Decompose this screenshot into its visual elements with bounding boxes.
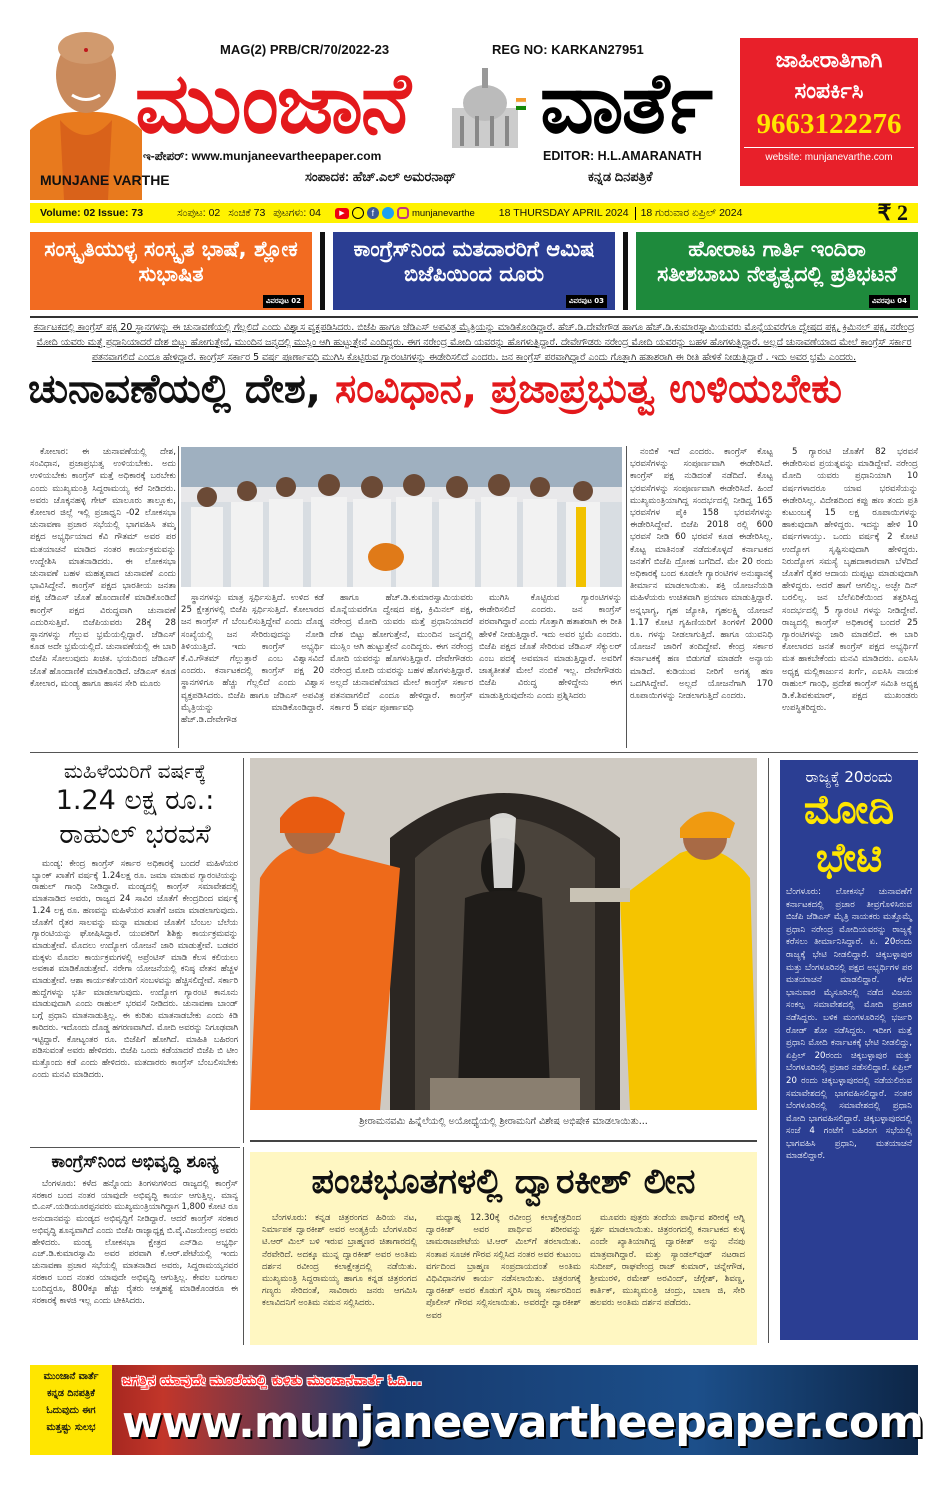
epaper-url[interactable]: ಇ-ಪೇಪರ್: www.munjaneevartheepaper.com <box>143 149 382 163</box>
congress-zero-story <box>30 1150 240 1343</box>
modi-kicker: ರಾಜ್ಯಕ್ಕೆ 20ರಂದು <box>805 768 893 786</box>
congress-zero-headline: ಕಾಂಗ್ರೆಸ್‌ನಿಂದ ಅಭಿವೃದ್ಧಿ ಶೂನ್ಯ <box>51 1152 219 1172</box>
column-rule <box>626 446 627 748</box>
page-ref-tag: ವಿವರಪುಟ 02 <box>263 295 304 308</box>
registration-number: REG NO: KARKAN27951 <box>492 42 644 57</box>
rahul-headline <box>30 758 240 852</box>
masthead-title-part2: ವಾರ್ತೆ <box>540 54 711 152</box>
epaper-promo-banner[interactable] <box>30 1365 924 1455</box>
teaser-title: ಸಂಸ್ಕೃತಿಯುಳ್ಳ ಸಂಸ್ಕೃತ ಭಾಷೆ, ಶ್ಲೋಕ ಸುಭಾಷಿತ <box>44 237 298 286</box>
lead-column-1: ಕೋಲಾರ: ಈ ಚುನಾವಣೆಯಲ್ಲಿ ದೇಶ, ಸಂವಿಧಾನ, ಪ್ರಜಾಪ್ರಭುತ್ವ ಉಳಿಯಬೇಕು. ಅದು ಉಳಿಯಬೇಕು ಕಾಂಗ್ರೆಸ್ ಮತ್ತೆ ಅಧಿಕಾರಕ್ಕೆ ಬರಬೇಕು ಎಂದು ಮುಖ್ಯಮಂತ್ರಿ ಸಿದ್ದರಾಮಯ್ಯ ಕರೆ ನೀಡಿದರು. ಅವರು ಚೊಕ್ಕನಹಳ್ಳಿ ಗೇಟ್ ಮಾಲೂರು ತಾಲ್ಲೂಕು, ಕೋಲಾರ ಜಿಲ್ಲೆ ಇಲ್ಲಿ ಪ್ರಜಾಧ್ವನಿ -02 ಲೋಕಸಭಾ ಚುನಾವಣಾ ಪ್ರಚಾರ ಸಭೆಯಲ್ಲಿ ಭಾಗವಹಿಸಿ ತಮ್ಮ ಪಕ್ಷದ ಅಭ್ಯರ್ಥಿಯಾದ ಕೆವಿ ಗೌತಮ್ ಅವರ ಪರ ಮತಯಾಚನೆ ಮಾಡಿದ ನಂತರ ಕಾರ್ಯಕ್ರಮವನ್ನು ಉದ್ದೇಶಿಸಿ ಮಾತನಾಡಿದರು. ಈ ಲೋಕಸಭಾ ಚುನಾವಣೆ ಬಹಳ ಮಹತ್ವವಾದ ಚುನಾವಣೆ ಎಂದು ಭಾವಿಸಿದ್ದೇನೆ. ಕಾಂಗ್ರೆಸ್ ಪಕ್ಷದ ಭಾರತೀಯ ಜನತಾ ಪಕ್ಷ ಜೆಡಿಎಸ್ ಜೊತೆ ಹೊಂದಾಣಿಕೆ ಮಾಡಿಕೊಂಡಿದೆ ಕಾಂಗ್ರೆಸ್ ಪಕ್ಷದ ವಿರುದ್ಧವಾಗಿ ಚುನಾವಣೆ ಎದುರಿಸುತ್ತಿವೆ. ಬಿಜೆಪಿಯವರು 28ಕ್ಕೆ 28 ಸ್ಥಾನಗಳನ್ನು ಗೆಲ್ಲುವ ಭ್ರಮೆಯಲ್ಲಿದ್ದಾರೆ. ಜೆಡಿಎಸ್ ಕೂಡ ಅದೇ ಭ್ರಮೆಯಲ್ಲಿದೆ. ಚುನಾವಣೆಯಲ್ಲಿ ಈ ಬಾರಿ ಬಿಜೆಪಿ ಸೋಲುವುದು ಖಚಿತ. ಭಯದಿಂದ ಜೆಡಿಎಸ್ ಜೊತೆ ಹೊಂದಾಣಿಕೆ ಮಾಡಿಕೊಂಡಿದೆ. ಜೆಡಿಎಸ್ ಕೂಡ ಕೋಲಾರ, ಮಂಡ್ಯ ಹಾಗೂ ಹಾಸನ ಸೇರಿ ಮೂರು <box>30 447 176 689</box>
editor-english: EDITOR: H.L.AMARANATH <box>543 149 702 163</box>
column-rule <box>243 1147 244 1345</box>
dwarakish-column-2: ಮಧ್ಯಾಹ್ನ 12.30ಕ್ಕೆ ರವೀಂದ್ರ ಕಲಾಕ್ಷೇತ್ರದಿಂದ ದ್ವಾರಕೀಶ್ ಅವರ ಪಾರ್ಥಿವ ಶರೀರವನ್ನು ಚಾಮರಾಜಪೇಟೆಯ ಟಿ.ಆರ್ ಮಿಲ್‌ಗೆ ತರಲಾಯಿತು. ಸಂತಾಪ ಸೂಚಕ ಗೌರವ ಸಲ್ಲಿಸಿದ ನಂತರ ಅವರ ಕುಟುಂಬ ವರ್ಗದಿಂದ ಬ್ರಾಹ್ಮಣ ಸಂಪ್ರದಾಯದಂತೆ ಅಂತಿಮ ವಿಧಿವಿಧಾನಗಳ ಕಾರ್ಯ ನಡೆಸಲಾಯಿತು. ಚಿತ್ರರಂಗಕ್ಕೆ ದ್ವಾರಕೀಶ್ ಅವರ ಕೊಡುಗೆ ಸ್ಮರಿಸಿ ರಾಜ್ಯ ಸರ್ಕಾರದಿಂದ ಪೊಲೀಸ್ ಗೌರವ ಸಲ್ಲಿಸಲಾಯಿತು. ಅವರದ್ದೇ ದ್ವಾರಕೀಶ್ ಅವರ <box>426 1213 581 1321</box>
paper-type: ಕನ್ನಡ ದಿನಪತ್ರಿಕೆ <box>588 169 653 184</box>
social-handle[interactable]: munjanevarthe <box>411 207 475 219</box>
volume-issue: Volume: 02 Issue: 73 <box>40 207 144 219</box>
teaser-sanskrit[interactable] <box>30 232 312 310</box>
photo-caption: ಶ್ರೀರಾಮನವಮಿ ಹಿನ್ನೆಲೆಯಲ್ಲಿ ಅಯೋಧ್ಯೆಯಲ್ಲಿ ಶ್ರೀರಾಮನಿಗೆ ವಿಶೇಷ ಅಭಿಷೇಕ ಮಾಡಲಾಯಿತು... <box>359 1116 648 1127</box>
rally-group-photo <box>181 447 622 587</box>
modi-body: ಬೆಂಗಳೂರು: ಲೋಕಸಭೆ ಚುನಾವಣೆಗೆ ಕರ್ನಾಟಕದಲ್ಲಿ ಪ್ರಚಾರ ತೀವ್ರಗೊಳಿಸಿರುವ ಬಿಜೆಪಿ ಜೆಡಿಎಸ್ ಮೈತ್ರಿ ನಾಯಕರು ಮತ್ತೊಮ್ಮೆ ಪ್ರಧಾನಿ ನರೇಂದ್ರ ಮೋದಿಯವರನ್ನು ರಾಜ್ಯಕ್ಕೆ ಕರೆಸಲು ತೀರ್ಮಾನಿಸಿದ್ದಾರೆ. ಏ. 20ರಂದು ರಾಜ್ಯಕ್ಕೆ ಭೇಟಿ ನೀಡಲಿದ್ದಾರೆ. ಚಿಕ್ಕಬಳ್ಳಾಪುರ ಮತ್ತು ಬೆಂಗಳೂರಿನಲ್ಲಿ ಪಕ್ಷದ ಅಭ್ಯರ್ಥಿಗಳ ಪರ ಮತಯಾಚನೆ ಮಾಡಲಿದ್ದಾರೆ. ಕಳೆದ ಭಾನುವಾರ ಮೈಸೂರಿನಲ್ಲಿ ನಡೆದ ವಿಜಯ ಸಂಕಲ್ಪ ಸಮಾವೇಶದಲ್ಲಿ ಮೋದಿ ಪ್ರಚಾರ ನಡೆಸಿದ್ದರು. ಬಳಿಕ ಮಂಗಳೂರಿನಲ್ಲಿ ಭರ್ಜರಿ ರೋಡ್ ಶೋ ನಡೆಸಿದ್ದರು. ಇದೀಗ ಮತ್ತೆ ಪ್ರಧಾನಿ ಮೋದಿ ಕರ್ನಾಟಕಕ್ಕೆ ಭೇಟಿ ನೀಡಲಿದ್ದು, ಏಪ್ರಿಲ್ 20ರಂದು ಚಿಕ್ಕಬಳ್ಳಾಪುರ ಮತ್ತು ಬೆಂಗಳೂರಿನಲ್ಲಿ ಪ್ರಚಾರ ನಡೆಸಲಿದ್ದಾರೆ. ಏಪ್ರಿಲ್ 20 ರಂದು ಚಿಕ್ಕಬಳ್ಳಾಪುರದಲ್ಲಿ ನಡೆಯಲಿರುವ ಸಮಾವೇಶದಲ್ಲಿ ಭಾಗವಹಿಸಲಿದ್ದಾರೆ. ನಂತರ ಬೆಂಗಳೂರಿನಲ್ಲಿ ಸಮಾವೇಶದಲ್ಲಿ ಪ್ರಧಾನಿ ಮೋದಿ ಭಾಗವಹಿಸಲಿದ್ದಾರೆ. ಚಿಕ್ಕಬಳ್ಳಾಪುರದಲ್ಲಿ ಸಂಜೆ 4 ಗಂಟೆಗೆ ಬಹಿರಂಗ ಸಭೆಯಲ್ಲಿ ಭಾಗವಹಿಸಿ ಪ್ರಧಾನಿ, ಮತಯಾಚನೆ ಮಾಡಲಿದ್ದಾರೆ. <box>786 887 912 1162</box>
modi-visit-box <box>780 760 918 1340</box>
teaser-title: ಕಾಂಗ್ರೆಸ್‌ನಿಂದ ಮತದಾರರಿಗೆ ಆಮಿಷ ಬಿಜೆಪಿಯಿಂದ ದೂರು <box>353 237 595 286</box>
date-kannada: 18 ಗುರುವಾರ ಏಪ್ರಿಲ್ 2024 <box>635 207 743 220</box>
dwarakish-story-box <box>250 1152 757 1345</box>
lead-column-6: 5 ಗ್ಯಾರಂಟಿ ಜೊತೆಗೆ 82 ಭರವಸೆ ಈಡೇರಿಸುವ ಪ್ರಯತ್ನವನ್ನು ಮಾಡಿದ್ದೇವೆ. ನರೇಂದ್ರ ಮೋದಿ ಯವರು ಪ್ರಧಾನಿಯಾಗಿ 10 ವರ್ಷಗಳಾದರೂ ಯಾವ ಭರವಸೆಯನ್ನು ಈಡೇರಿಸಿಲ್ಲ. ವಿದೇಶದಿಂದ ಕಪ್ಪು ಹಣ ತಂದು ಪ್ರತಿ ಕುಟುಂಬಕ್ಕೆ 15 ಲಕ್ಷ ರೂಪಾಯಿಗಳನ್ನು ಹಾಕುವುದಾಗಿ ಹೇಳಿದ್ದರು. ಇದನ್ನು ಹೇಳಿ 10 ವರ್ಷಗಳಾಯ್ತು. ಒಂದು ವರ್ಷಕ್ಕೆ 2 ಕೋಟಿ ಉದ್ಯೋಗ ಸೃಷ್ಟಿಸುವುದಾಗಿ ಹೇಳಿದ್ದರು. ನಿರುದ್ಯೋಗ ಸಮಸ್ಯೆ ಬೃಹದಾಕಾರವಾಗಿ ಬೆಳೆದಿದೆ ಜೊತೆಗೆ ರೈತರ ಆದಾಯ ದುಪ್ಪಟ್ಟು ಮಾಡುವುದಾಗಿ ಹೇಳಿದ್ದರು. ಅದರೆ ಹಾಗೆ ಆಗಲಿಲ್ಲ. ಅಚ್ಛೇ ದಿನ್ ಬರಲಿಲ್ಲ. ಜನ ಬೆಲೆಏರಿಕೆಯಿಂದ ತತ್ತರಿಸಿದ್ದ ಸಂದರ್ಭದಲ್ಲಿ 5 ಗ್ಯಾರಂಟಿ ಗಳನ್ನು ನೀಡಿದ್ದೇವೆ. ರಾಜ್ಯದಲ್ಲಿ ಕಾಂಗ್ರೆಸ್ ಅಧಿಕಾರಕ್ಕೆ ಬಂದರೆ 25 ಗ್ಯಾರಂಟಿಗಳನ್ನು ಜಾರಿ ಮಾಡಲಿದೆ. ಈ ಬಾರಿ ಕೋಲಾರದ ಜನತೆ ಕಾಂಗ್ರೆಸ್ ಪಕ್ಷದ ಅಭ್ಯರ್ಥಿಗೆ ಮತ ಹಾಕಬೇಕೆಂದು ಮನವಿ ಮಾಡಿದರು. ಎಐಸಿಸಿ ಅಧ್ಯಕ್ಷ ಮಲ್ಲಿಕಾರ್ಜುನ ಖರ್ಗೆ, ಎಐಸಿಸಿ ನಾಯಕ ರಾಹುಲ್ ಗಾಂಧಿ, ಪ್ರದೇಶ ಕಾಂಗ್ರೆಸ್ ಸಮಿತಿ ಅಧ್ಯಕ್ಷ ಡಿ.ಕೆ.ಶಿವಕುಮಾರ್, ಪಕ್ಷದ ಮುಖಂಡರು ಉಪಸ್ಥಿತರಿದ್ದರು. <box>782 447 918 714</box>
lead-headline-black: ಚುನಾವಣೆಯಲ್ಲಿ ದೇಶ, <box>28 366 322 412</box>
youtube-icon[interactable]: ▶ <box>335 208 349 219</box>
facebook-icon[interactable]: f <box>367 207 379 219</box>
column-rule <box>768 758 769 1343</box>
modi-headline-line2: ಭೇಟಿ <box>815 835 883 881</box>
divider <box>30 752 918 753</box>
lead-headline <box>28 365 930 413</box>
teaser-title: ಹೋರಾಟ ಗಾರ್ತಿ ಇಂದಿರಾ ಸತೀಶಬಾಬು ನೇತೃತ್ವದಲ್ಲಿ ಪ್ರತಿಭಟನೆ <box>657 237 897 286</box>
sanchike: ಸಂಚಿಕೆ 73 <box>228 206 266 219</box>
lead-column-2: ಸ್ಥಾನಗಳನ್ನು ಮಾತ್ರ ಸ್ಪರ್ಧಿಸುತ್ತಿದೆ. ಉಳಿದ ಕಡೆ 25 ಕ್ಷೇತ್ರಗಳಲ್ಲಿ ಬಿಜೆಪಿ ಸ್ಪರ್ಧಿಸುತ್ತಿದೆ. ಕೋಲಾರದ ಜನ ಕಾಂಗ್ರೆಸ್ ಗೆ ಬೆಂಬಲಿಸುತ್ತಿದ್ದೇವೆ ಎಂದು ದೊಡ್ಡ ಸಂಖ್ಯೆಯಲ್ಲಿ ಜನ ಸೇರಿರುವುದನ್ನು ನೋಡಿ ತಿಳಿಯುತ್ತಿದೆ. ಇದು ಕಾಂಗ್ರೆಸ್ ಅಭ್ಯರ್ಥಿ ಕೆ.ವಿ.ಗೌತಮ್ ಗೆಲ್ಲುತ್ತಾರೆ ಎಂಬ ವಿಶ್ವಾಸವಿದೆ ಎಂದರು. ಕರ್ನಾಟಕದಲ್ಲಿ ಕಾಂಗ್ರೆಸ್ ಪಕ್ಷ 20 ಸ್ಥಾನಗಳಿಗೂ ಹೆಚ್ಚು ಗೆಲ್ಲಲಿದೆ ಎಂದು ವಿಶ್ವಾಸ ವ್ಯಕ್ತಪಡಿಸಿದರು. ಬಿಜೆಪಿ ಹಾಗೂ ಜೆಡಿಎಸ್ ಅಪವಿತ್ರ ಮೈತ್ರಿಯನ್ನು ಮಾಡಿಕೊಂಡಿದ್ದಾರೆ. ಹೆಚ್.ಡಿ.ದೇವೇಗೌಡ <box>181 593 324 726</box>
masthead-title-part1: ಮುಂಜಾನೆ <box>135 54 409 152</box>
column-rule <box>243 758 244 1143</box>
twitter-icon[interactable] <box>382 207 394 219</box>
issue-info-bar <box>30 200 918 225</box>
ram-navami-abhisheka-photo <box>250 758 757 1110</box>
rahul-headline-line2: 1.24 ಲಕ್ಷ ರೂ.: <box>55 785 215 816</box>
rahul-story <box>30 758 240 1142</box>
instagram-icon[interactable] <box>397 207 409 219</box>
divider <box>250 1140 757 1142</box>
lead-top <box>30 320 930 413</box>
page-ref-tag: ವಿವರಪುಟ 04 <box>869 295 910 308</box>
ad-line1: ಜಾಹೀರಾತಿಗಾಗಿ <box>775 48 883 73</box>
ad-line2: ಸಂಪರ್ಕಿಸಿ <box>794 79 864 104</box>
editor-kannada: ಸಂಪಾದಕ: ಹೆಚ್.ಎಲ್ ಅಮರನಾಥ್ <box>305 169 456 184</box>
date-english: 18 THURSDAY APRIL 2024 <box>498 207 629 219</box>
registration-mag: MAG(2) PRB/CR/70/2022-23 <box>220 42 390 57</box>
dwarakish-column-3: ಮೂವರು ಪುತ್ರರು ತಂದೆಯ ಪಾರ್ಥಿವ ಶರೀರಕ್ಕೆ ಅಗ್ನಿ ಸ್ಪರ್ಶ ಮಾಡಲಾಯಿತು. ಚಿತ್ರರಂಗದಲ್ಲಿ ಕರ್ನಾಟಕದ ಕುಳ್ಳ ಎಂದೇ ಖ್ಯಾತಿಯಾಗಿದ್ದ ದ್ವಾರಕೀಶ್ ಅನ್ನು ನೆನಪು ಮಾತ್ರವಾಗಿದ್ದಾರೆ. ಮತ್ತು ಸ್ಯಾಂಡಲ್‌ವುಡ್ ನಟರಾದ ಸುದೀಪ್, ರಾಘವೇಂದ್ರ ರಾಜ್ ಕುಮಾರ್, ಚನ್ನೇಗೌಡ, ಶ್ರೀಮುರಳಿ, ರಮೇಶ್ ಅರವಿಂದ್, ಜೆಗ್ಗೇಶ್, ಶಿವಣ್ಣ, ಕಾರ್ತಿಕ್, ಮುಖ್ಯಮಂತ್ರಿ ಚಂದ್ರು, ಬಾಲಾ ಜಿ, ಸೇರಿ ಹಲವರು ಅಂತಿಮ ದರ್ಶನ ಪಡೆದರು. <box>590 1213 745 1309</box>
congress-zero-body: ಬೆಂಗಳೂರು: ಕಳೆದ ಹನ್ನೊಂದು ತಿಂಗಳುಗಳಿಂದ ರಾಜ್ಯದಲ್ಲಿ ಕಾಂಗ್ರೆಸ್ ಸರಕಾರ ಬಂದ ನಂತರ ಯಾವುದೇ ಅಭಿವೃದ್ಧಿ ಕಾರ್ಯ ಆಗುತ್ತಿಲ್ಲ. ಮಾನ್ಯ ಬಿ.ಎಸ್.ಯಡಿಯೂರಪ್ಪನವರು ಮುಖ್ಯಮಂತ್ರಿಯಾಗಿದ್ದಾಗ 1,800 ಕೋಟಿ ರೂ ಅನುದಾನವನ್ನು ಮಂಡ್ಯದ ಅಭಿವೃದ್ಧಿಗೆ ನೀಡಿದ್ದಾರೆ. ಆದರೆ ಕಾಂಗ್ರೆಸ್ ಸರಕಾರ ಅಭಿವೃದ್ಧಿ ಶೂನ್ಯವಾಗಿದೆ ಎಂದು ಬಿಜೆಪಿ ರಾಜ್ಯಾಧ್ಯಕ್ಷ ಬಿ.ವೈ.ವಿಜಯೇಂದ್ರ ಅವರು ಹೇಳಿದರು. ಮಂಡ್ಯ ಲೋಕಸಭಾ ಕ್ಷೇತ್ರದ ಎನ್‍ಡಿಎ ಅಭ್ಯರ್ಥಿ ಎಚ್.ಡಿ.ಕುಮಾರಸ್ವಾಮಿ ಅವರ ಪರವಾಗಿ ಕೆ.ಆರ್.ಪೇಟೆಯಲ್ಲಿ ಇಂದು ಚುನಾವಣಾ ಪ್ರಚಾರ ಸಭೆಯಲ್ಲಿ ಮಾತನಾಡಿದ ಅವರು, ಸಿದ್ದರಾಮಯ್ಯನವರ ಸರಕಾರ ಬಂದ ನಂತರ ಯಾವುದೇ ಅಭಿವೃದ್ಧಿ ಆಗುತ್ತಿಲ್ಲ. ಕೇವಲ ಬರಗಾಲ ಬಂದಿದ್ದರೂ, 800ಕ್ಕೂ ಹೆಚ್ಚು ರೈತರು ಆತ್ಮಹತ್ಯೆ ಮಾಡಿಕೊಂಡರೂ ಈ ಸರಕಾರಕ್ಕೆ ಕಾಳಜಿ ಇಲ್ಲ ಎಂದು ಟೀಕಿಸಿದರು. <box>32 1178 238 1306</box>
lead-summary: ಕರ್ನಾಟಕದಲ್ಲಿ ಕಾಂಗ್ರೆಸ್ ಪಕ್ಷ 20 ಸ್ಥಾನಗಳನ್ನು ಈ ಚುನಾವಣೆಯಲ್ಲಿ ಗೆಲ್ಲಲಿದೆ ಎಂದು ವಿಶ್ವಾಸ ವ್ಯಕ್ತಪಡಿಸಿದರು. ಬಿಜೆಪಿ ಹಾಗೂ ಜೆಡಿಎಸ್ ಅಪವಿತ್ರ ಮೈತ್ರಿಯನ್ನು ಮಾಡಿಕೊಂಡಿದ್ದಾರೆ. ಹೆಚ್.ಡಿ.ದೇವೇಗೌಡ ಹಾಗೂ ಹೆಚ್.ಡಿ.ಕುಮಾರಸ್ವಾಮಿಯವರು ಮೊನ್ನೆಯವರೆಗೂ ದ್ವೇಷದ ಪಕ್ಷ, ಕ್ರಿಮಿನಲ್ ಪಕ್ಷ, ನರೇಂದ್ರ ಮೋದಿ ಯವರು ಮತ್ತೆ ಪ್ರಧಾನಿಯಾದರೆ ದೇಶ ಬಿಟ್ಟು ಹೋಗುತ್ತೇನೆ, ಮುಂದಿನ ಜನ್ಮದಲ್ಲಿ ಮುಸ್ಲಿಂ ಆಗಿ ಹುಟ್ಟುತ್ತೇನೆ ಎಂದಿದ್ದರು. ಈಗ ನರೇಂದ್ರ ಮೋದಿ ಯವರನ್ನು ಹೊಗಳುತ್ತಿದ್ದಾರೆ. ದೇವೇಗೌಡರು ನರೇಂದ್ರ ಮೋದಿ ಯವರನ್ನು ಬಹಳ ಹೊಗಳುತ್ತಿದ್ದಾರೆ. ಅಲ್ಲದೆ ಚುನಾವಣೆಯಾದ ಮೇಲೆ ಕಾಂಗ್ರೆಸ್ ಸರ್ಕಾರ ಪತನವಾಗಲಿದೆ ಎಂದೂ ಹೇಳಿದ್ದಾರೆ. ಕಾಂಗ್ರೆಸ್ ಸರ್ಕಾರ 5 ವರ್ಷ ಪೂರ್ಣಾವಧಿ ಮುಗಿಸಿ ಕೊಟ್ಟಿರುವ ಗ್ಯಾರಂಟಿಗಳನ್ನು ಈಡೇರಿಸಲಿದೆ ಎಂದರು. ಜನ ಕಾಂಗ್ರೆಸ್ ಪರವಾಗಿದ್ದಾರೆ ಎಂದು ಗೊತ್ತಾಗಿ ಹತಾಶರಾಗಿ ಈ ರೀತಿ ಹೇಳಿಕೆ ನೀಡುತ್ತಿದ್ದಾರೆ . ಇದು ಅವರ ಭ್ರಮೆ ಎಂದರು. <box>33 322 915 363</box>
banner-tagline: ಜಗತ್ತಿನ ಯಾವುದೇ ಮೂಲೆಯಲ್ಲಿ ಕುಳಿತು ಮುಂಜಾನೆವಾರ್ತೆ ಓದಿ... <box>122 1373 423 1389</box>
lead-headline-red: ಸಂವಿಧಾನ, ಪ್ರಜಾಪ್ರಭುತ್ವ ಉಳಿಯಬೇಕು <box>334 366 842 412</box>
pages-count: ಪುಟಗಳು: 04 <box>273 206 321 219</box>
dwarakish-column-1: ಬೆಂಗಳೂರು: ಕನ್ನಡ ಚಿತ್ರರಂಗದ ಹಿರಿಯ ನಟ, ನಿರ್ಮಾಪಕ ದ್ವಾರಕೀಶ್ ಅವರ ಅಂತ್ಯಕ್ರಿಯೆ ಬೆಂಗಳೂರಿನ ಟಿ.ಆರ್ ಮಿಲ್ ಬಳಿ ಇರುವ ಬ್ರಾಹ್ಮಣರ ಚಿತಾಗಾರದಲ್ಲಿ ನೆರವೇರಿದೆ. ಅದಕ್ಕೂ ಮುನ್ನ ದ್ವಾರಕೀಶ್ ಅವರ ಅಂತಿಮ ದರ್ಶನ ರವೀಂದ್ರ ಕಲಾಕ್ಷೇತ್ರದಲ್ಲಿ ನಡೆಯಿತು. ಮುಖ್ಯಮಂತ್ರಿ ಸಿದ್ದರಾಮಯ್ಯ ಹಾಗೂ ಕನ್ನಡ ಚಿತ್ರರಂಗದ ಗಣ್ಯರು ಸೇರಿದಂತೆ, ಸಾವಿರಾರು ಜನರು ಆಗಮಿಸಿ ಕಲಾವಿದನಿಗೆ ಅಂತಿಮ ನಮನ ಸಲ್ಲಿಸಿದರು. <box>262 1213 417 1309</box>
vidhana-soudha-logo <box>430 58 540 153</box>
teaser-protest[interactable] <box>636 232 918 310</box>
page-ref-tag: ವಿವರಪುಟ 03 <box>566 295 607 308</box>
lead-column-4: ಮುಗಿಸಿ ಕೊಟ್ಟಿರುವ ಗ್ಯಾರಂಟಿಗಳನ್ನು ಈಡೇರಿಸಲಿದೆ ಎಂದರು. ಜನ ಕಾಂಗ್ರೆಸ್ ಪರವಾಗಿದ್ದಾರೆ ಎಂದು ಗೊತ್ತಾಗಿ ಹತಾಶರಾಗಿ ಈ ರೀತಿ ಹೇಳಿಕೆ ನೀಡುತ್ತಿದ್ದಾರೆ. ಇದು ಅವರ ಭ್ರಮೆ ಎಂದರು. ಬಿಜೆಪಿ ಪಕ್ಷದ ಜೊತೆ ಸೇರಿರುವ ಜೆಡಿಎಸ್ ಸೆಕ್ಯುಲರ್ ಎಂಬ ಪದಕ್ಕೆ ಅವಮಾನ ಮಾಡುತ್ತಿದ್ದಾರೆ. ಅವರಿಗೆ ಜಾತ್ಯತೀತತೆ ಮೇಲೆ ನಂಬಿಕೆ ಇಲ್ಲ. ದೇವೇಗೌಡರು ಬಿಜೆಪಿ ವಿರುದ್ಧ ಹೇಳಿದ್ದೇನು ಈಗ ಮಾಡುತ್ತಿರುವುದೇನು ಎಂದು ಪ್ರಶ್ನಿಸಿದರು <box>479 593 622 701</box>
rahul-headline-line1: ಮಹಿಳೆಯರಿಗೆ ವರ್ಷಕ್ಕೆ <box>63 759 207 783</box>
ad-phone[interactable]: 9663122276 <box>756 108 902 140</box>
banner-url[interactable]: www.munjaneevartheepaper.com <box>122 1397 924 1448</box>
rahul-headline-line3: ರಾಹುಲ್ ಭರವಸೆ <box>59 819 211 850</box>
divider <box>320 232 325 310</box>
divider <box>623 232 628 310</box>
lead-column-5: ನಂಬಿಕೆ ಇದೆ ಎಂದರು. ಕಾಂಗ್ರೆಸ್ ಕೊಟ್ಟ ಭರವಸೆಗಳನ್ನು ಸಂಪೂರ್ಣವಾಗಿ ಈಡೇರಿಸಿದೆ. ಕಾಂಗ್ರೆಸ್ ಪಕ್ಷ ನುಡಿದಂತೆ ನಡೆದಿದೆ. ಕೊಟ್ಟ ಭರವಸೆಗಳನ್ನು ಸಂಪೂರ್ಣವಾಗಿ ಈಡೇರಿಸಿದೆ. ಹಿಂದೆ ಮುಖ್ಯಮಂತ್ರಿಯಾಗಿದ್ದ ಸಂದರ್ಭದಲ್ಲಿ ನೀಡಿದ್ದ 165 ಭರವಸೆಗಳ ಪೈಕಿ 158 ಭರವಸೆಗಳನ್ನು ಈಡೇರಿಸಿದ್ದೇವೆ. ಬಿಜೆಪಿ 2018 ರಲ್ಲಿ 600 ಭರವಸೆ ನೀಡಿ 60 ಭರವಸೆ ಕೂಡ ಈಡೇರಿಸಿಲ್ಲ. ಕೊಟ್ಟ ಮಾತಿನಂತೆ ನಡೆದುಕೊಳ್ಳದೆ ಕರ್ನಾಟಕದ ಜನತೆಗೆ ಬಿಜೆಪಿ ದ್ರೋಹ ಬಗೆದಿದೆ. ಮೇ 20 ರಂದು ಅಧಿಕಾರಕ್ಕೆ ಬಂದ ಕೂಡಲೇ ಗ್ಯಾರಂಟಿಗಳ ಅನುಷ್ಠಾನಕ್ಕೆ ತೀರ್ಮಾನ ಮಾಡಲಾಯಿತು. ಶಕ್ತಿ ಯೋಜನೆಯಡಿ ಮಹಿಳೆಯರು ಉಚಿತವಾಗಿ ಪ್ರಯಾಣ ಮಾಡುತ್ತಿದ್ದಾರೆ. ಅನ್ನಭಾಗ್ಯ, ಗೃಹ ಜ್ಯೋತಿ, ಗೃಹಲಕ್ಷ್ಮಿ ಯೋಜನೆ 1.17 ಕೋಟಿ ಗೃಹಿಣಿಯರಿಗೆ ತಿಂಗಳಿಗೆ 2000 ರೂ. ಗಳನ್ನು ನೀಡಲಾಗುತ್ತಿದೆ. ಹಾಗೂ ಯುವನಿಧಿ ಯೋಜನೆ ಜಾರಿಗೆ ತಂದಿದ್ದೇವೆ. ಕೇಂದ್ರ ಸರ್ಕಾರ ಕರ್ನಾಟಕಕ್ಕೆ ಹಣ ಬಿಡುಗಡೆ ಮಾಡದೇ ಅನ್ಯಾಯ ಮಾಡಿದೆ. ಕುಡಿಯುವ ನೀರಿಗೆ ಅಗತ್ಯ ಹಣ ಒದಗಿಸಿದ್ದೇವೆ. ಅಲ್ಲದೆ ಯೋಜನೆಗಾಗಿ 170 ರೂಪಾಯಿಗಳನ್ನು ನೀಡಲಾಗುತ್ತಿದೆ ಎಂದರು. <box>630 447 773 702</box>
lead-column-3: ಹಾಗೂ ಹೆಚ್.ಡಿ.ಕುಮಾರಸ್ವಾಮಿಯವರು ಮೊನ್ನೆಯವರೆಗೂ ದ್ವೇಷದ ಪಕ್ಷ, ಕ್ರಿಮಿನಲ್ ಪಕ್ಷ, ನರೇಂದ್ರ ಮೋದಿ ಯವರು ಮತ್ತೆ ಪ್ರಧಾನಿಯಾದರೆ ದೇಶ ಬಿಟ್ಟು ಹೋಗುತ್ತೇನೆ, ಮುಂದಿನ ಜನ್ಮದಲ್ಲಿ ಮುಸ್ಲಿಂ ಆಗಿ ಹುಟ್ಟುತ್ತೇನೆ ಎಂದಿದ್ದರು. ಈಗ ನರೇಂದ್ರ ಮೋದಿ ಯವರನ್ನು ಹೊಗಳುತ್ತಿದ್ದಾರೆ. ದೇವೇಗೌಡರು ನರೇಂದ್ರ ಮೋದಿ ಯವರನ್ನು ಬಹಳ ಹೊಗಳುತ್ತಿದ್ದಾರೆ. ಅಲ್ಲದೆ ಚುನಾವಣೆಯಾದ ಮೇಲೆ ಕಾಂಗ್ರೆಸ್ ಸರ್ಕಾರ ಪತನವಾಗಲಿದೆ ಎಂದೂ ಹೇಳಿದ್ದಾರೆ. ಕಾಂಗ್ರೆಸ್ ಸರ್ಕಾರ 5 ವರ್ಷ ಪೂರ್ಣಾವಧಿ <box>330 593 473 713</box>
banner-side-text: ಮುಂಜಾನೆ ವಾರ್ತೆ ಕನ್ನಡ ದಿನಪತ್ರಿಕೆ ಓದುವುದು ಈಗ ಮತ್ತಷ್ಟು ಸುಲಭ <box>30 1365 112 1455</box>
teaser-congress-bribe[interactable] <box>333 232 615 310</box>
brand-name-english: MUNJANE VARTHE <box>40 172 170 188</box>
ad-website[interactable]: website: munjanevarthe.com <box>744 147 914 163</box>
price: ₹ 2 <box>877 200 908 225</box>
globe-icon[interactable] <box>352 207 364 219</box>
dwarakish-headline: ಪಂಚಭೂತಗಳಲ್ಲಿ ದ್ವಾರಕೀಶ್ ಲೀನ <box>311 1162 696 1202</box>
divider <box>30 316 918 318</box>
column-rule <box>178 446 179 748</box>
divider <box>30 1147 240 1148</box>
rahul-body: ಮಂಡ್ಯ: ಕೇಂದ್ರ ಕಾಂಗ್ರೆಸ್ ಸರ್ಕಾರ ಅಧಿಕಾರಕ್ಕೆ ಬಂದರೆ ಮಹಿಳೆಯರ ಬ್ಯಾಂಕ್ ಖಾತೆಗೆ ವರ್ಷಕ್ಕೆ 1.24ಲಕ್ಷ ರೂ. ಜಮಾ ಮಾಡುವ ಗ್ಯಾರಂಟಿಯನ್ನು ರಾಹುಲ್ ಗಾಂಧಿ ನೀಡಿದ್ದಾರೆ. ಮಂಡ್ಯದಲ್ಲಿ ಕಾಂಗ್ರೆಸ್ ಸಮಾವೇಶದಲ್ಲಿ ಮಾತನಾಡಿದ ಅವರು, ರಾಜ್ಯದ 24 ಸಾವಿರ ಜೊತೆಗೆ ಕೇಂದ್ರದಿಂದ ವರ್ಷಕ್ಕೆ 1.24 ಲಕ್ಷ ರೂ. ಹಣವನ್ನು ಮಹಿಳೆಯರ ಖಾತೆಗೆ ಜಮಾ ಮಾಡಲಾಗುವುದು. ಜೊತೆಗೆ ರೈತರ ಸಾಲವನ್ನು ಮನ್ನಾ ಮಾಡುವ ಜೊತೆಗೆ ಬೆಂಬಲ ಬೆಲೆಯ ಗ್ಯಾರಂಟಿಯನ್ನು ಘೋಷಿಸಿದ್ದಾರೆ. ಯುವಕರಿಗೆ ಶಿಶಿಕ್ಷು ಕಾರ್ಯಕ್ರಮವನ್ನು ಮಾಡುತ್ತೇವೆ. ಮೊದಲು ಉದ್ಯೋಗ ಯೋಜನೆ ಜಾರಿ ಮಾಡುತ್ತೇವೆ. ಬಡವರ ಮಕ್ಕಳು ಮೊದಲ ಕಾರ್ಯಕ್ರಮಗಳಲ್ಲಿ ಅಪ್ರೆಂಟಿಸ್ ಮಾಡಿ ಕೆಲಸ ಕಲಿಯಲು ಅವಕಾಶ ಮಾಡಿಕೊಡುತ್ತೇವೆ. ನರೇಗಾ ಯೋಜನೆಯಲ್ಲಿ ಕನಿಷ್ಠ ವೇತನ ಹೆಚ್ಚಳ ಮಾಡುತ್ತೇವೆ. ಆಶಾ ಕಾರ್ಯಕರ್ತೆಯರಿಗೆ ಸಂಬಳವನ್ನು ಹೆಚ್ಚಿಸಲಿದ್ದೇವೆ. ಸರ್ಕಾರಿ ಹುದ್ದೆಗಳನ್ನು ಭರ್ತಿ ಮಾಡಲಾಗುವುದು. ಉದ್ಯೋಗ ಗ್ಯಾರಂಟಿ ಕಾನೂನು ಮಾಡುವುದಾಗಿ ಎಂದು ರಾಹುಲ್ ಭರವಸೆ ನೀಡಿದರು. ಚುನಾವಣಾ ಬಾಂಡ್ ಬಗ್ಗೆ ಪ್ರಧಾನಿ ಮಾತನಾಡುತ್ತಿಲ್ಲ. ಈ ಕುರಿತು ಮಾತನಾಡಬೇಕು ಎಂದು ಕಿಡಿ ಕಾರಿದರು. ಇದೊಂದು ದೊಡ್ಡ ಹಗರಣವಾಗಿದೆ. ಮೋದಿ ಅವರನ್ನು ನಿಗೂಢವಾಗಿ ಇಟ್ಟಿದ್ದಾರೆ. ಕೋಟ್ಯಂತರ ರೂ. ಬಿಜೆಪಿಗೆ ಹೋಗಿದೆ. ಮಾಹಿತಿ ಬಹಿರಂಗ ಪಡಿಸುವಂತೆ ಅವರು ಹೇಳಿದರು. ಬಿಜೆಪಿ ಒಂದು ಕಡೆಯಾದರೆ ಬಿಜೆಪಿ ಬಿ ಟೀಂ ಮತ್ತೊಂದು ಕಡೆ ಎಂದು ಹೇಳಿದರು. ಮತದಾರರು ಕಾಂಗ್ರೆಸ್ ಬೆಂಬಲಿಸಬೇಕು ಎಂದು ಮನವಿ ಮಾಡಿದರು. <box>32 858 238 1079</box>
modi-headline-line1: ಮೋದಿ <box>803 787 895 833</box>
samputa: ಸಂಪುಟ: 02 <box>177 206 221 219</box>
advertisement-contact-box <box>740 38 918 186</box>
